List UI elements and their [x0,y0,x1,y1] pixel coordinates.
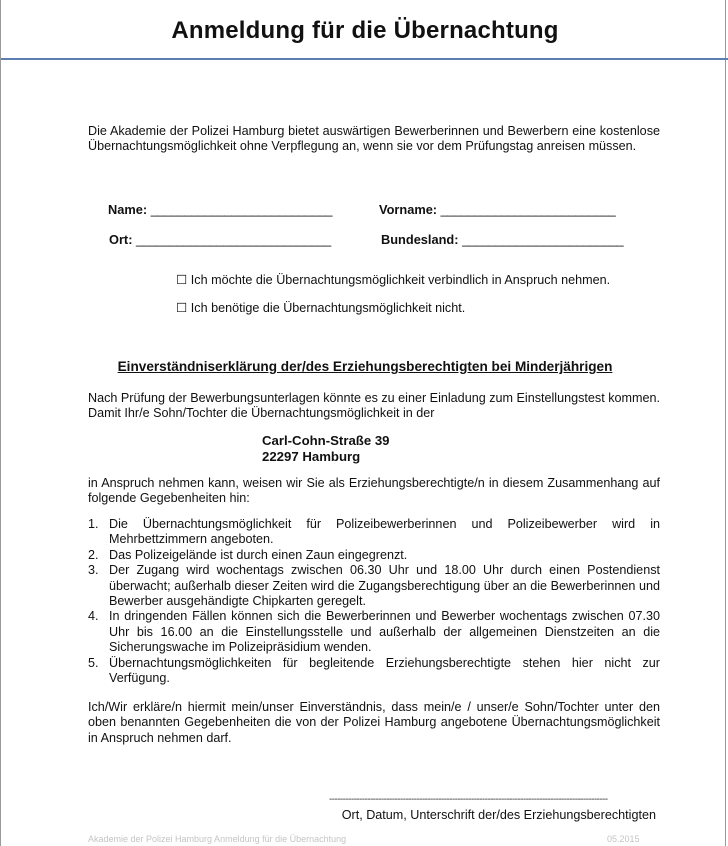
list-item-number: 4. [88,609,99,624]
consent-heading: Einverständniserklärung der/des Erziehungsberechtigten bei Minderjährigen [117,359,613,374]
list-item-number: 3. [88,563,99,578]
list-item-text: Der Zugang wird wochentags zwischen 06.30 Uhr und 18.00 Uhr durch einen Postendienst überwacht; außerhalb dieser Zeiten wird die Zugangsberechtigung über an die Bewerberinnen und Bewerber ausgehändigte Chipkarten geregelt. [109,563,660,609]
list-item-text: Die Übernachtungsmöglichkeit für Polizeibewerberinnen und Polizeibewerber wird in Mehrbettzimmern angeboten. [109,517,660,547]
list-item-number: 5. [88,655,99,670]
signature-caption: Ort, Datum, Unterschrift der/des Erziehungsberechtigten [341,808,656,822]
consent-intro-paragraph: Nach Prüfung der Bewerbungsunterlagen könnte es zu einer Einladung zum Einstellungstest kommen. Damit Ihr/e Sohn/Tochter die Übernachtungsmöglichkeit in der [88,391,660,421]
name-blank-line: ___________________________ [150,202,333,217]
vorname-label: Vorname: [379,202,438,217]
name-field [108,202,332,217]
ort-field [109,232,331,247]
list-item-number: 1. [88,517,99,531]
list-item [88,563,660,609]
list-item-text: Das Polizeigelände ist durch einen Zaun eingegrenzt. [109,547,408,562]
footer-date: 05.2015 [607,834,640,844]
bundesland-field [381,232,623,247]
conditions-list [88,517,660,686]
option-accept-checkbox[interactable]: ☐ Ich möchte die Übernachtungsmöglichkeit verbindlich in Anspruch nehmen. [176,273,611,287]
list-item [88,609,660,655]
vorname-blank-line: __________________________ [440,202,616,217]
option-decline-checkbox[interactable]: ☐ Ich benötige die Übernachtungsmöglichkeit nicht. [176,301,466,315]
ort-label: Ort: [109,232,133,247]
list-item-text: Übernachtungsmöglichkeiten für begleitende Erziehungsberechtigte stehen hier nicht zur Verfügung. [109,655,660,686]
list-item-text: In dringenden Fällen können sich die Bewerberinnen und Bewerber wochentags zwischen 07.30 Uhr bis 16.00 an die Einstellungsstelle und außerhalb der allgemeinen Dienstzeiten an die Sicherungswache im Polizeipräsidium wenden. [109,609,660,655]
name-label: Name: [108,202,148,217]
header-divider [1,58,728,60]
list-item [88,656,660,687]
list-item [88,517,660,548]
bundesland-label: Bundesland: [381,232,459,247]
address-street: Carl-Cohn-Straße 39 [262,433,390,448]
address-city: 22297 Hamburg [262,449,361,464]
page-title: Anmeldung für die Übernachtung [171,17,559,44]
intro-paragraph: Die Akademie der Polizei Hamburg bietet auswärtigen Bewerberinnen und Bewerbern eine kostenlose Übernachtungsmöglichkeit ohne Verpflegung an, wenn sie vor dem Prüfungstag anreisen müssen. [88,124,660,154]
declaration-paragraph: Ich/Wir erkläre/n hiermit mein/unser Einverständnis, dass mein/e / unser/e Sohn/Tochter unter den oben benannten Gegebenheiten die von der Polizei Hamburg angebotene Übernachtungsmöglichkeit in Anspruch nehmen darf. [88,700,660,745]
bundesland-blank-line: ________________________ [462,232,624,247]
vorname-field [379,202,615,217]
footer-text: Akademie der Polizei Hamburg Anmeldung für die Übernachtung [88,834,347,844]
address-block [262,433,390,465]
list-item-number: 2. [88,547,99,562]
list-item [88,548,660,563]
consent-continuation-paragraph: in Anspruch nehmen kann, weisen wir Sie als Erziehungsberechtigte/n in diesem Zusammenhang auf folgende Gegebenheiten hin: [88,476,660,506]
ort-blank-line: _____________________________ [136,232,331,247]
signature-line: ------------------------------------------------------------------------------------------------------ [329,794,608,805]
